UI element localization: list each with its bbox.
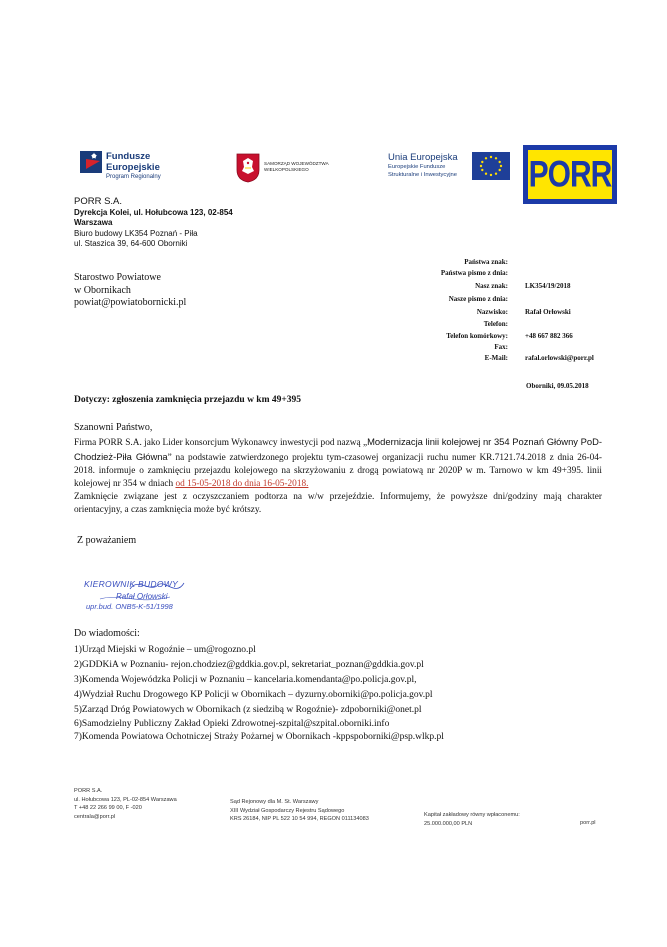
ref-label: Nasz znak: [475, 282, 508, 290]
ref-row [400, 308, 620, 318]
ref-row [400, 332, 620, 342]
body-p2: Zamknięcie związane jest z oczyszczaniem podtorza na w/w przejeździe. Informujemy, że powyższe dni/godziny mają charakter orientacyjny, a czas zamknięcia może być krótszy. [74, 492, 602, 515]
ref-label: Państwa pismo z dnia: [440, 269, 508, 277]
porr-logo-inner [528, 150, 612, 199]
stamp-line2: Rafał Orłowski [116, 592, 168, 601]
recipient-line1: Starostwo Powiatowe [74, 272, 161, 283]
ref-label: Telefon komórkowy: [446, 332, 508, 340]
footer-col-company [74, 787, 177, 821]
ref-value: +48 667 882 366 [525, 332, 573, 340]
ue-text [388, 152, 458, 179]
fe-line1: Fundusze [106, 151, 151, 162]
list-item: 7)Komenda Powiatowa Ochotniczej Straży Pożarnej w Obornikach -kppspoborniki@psp.wlkp.pl [74, 732, 444, 742]
letter-closing: Z poważaniem [77, 535, 137, 546]
samorzad-wojewodztwa-logo [236, 150, 356, 190]
ref-row [400, 295, 620, 305]
footer-address: ul. Hołubcowa 123, PL-02-854 Warszawa [74, 796, 177, 803]
sw-line2: WIELKOPOLSKIEGO [264, 166, 309, 172]
ue-line2: Europejskie Fundusze [388, 164, 446, 170]
ref-row [400, 354, 620, 364]
unia-europejska-logo [388, 150, 516, 190]
footer-website: porr.pl [580, 820, 596, 826]
recipient-email: powiat@powiatobornicki.pl [74, 297, 187, 308]
letter-subject: Dotyczy: zgłoszenia zamknięcia przejazdu w km 49+395 [74, 395, 302, 405]
list-item: 3)Komenda Wojewódzka Policji w Poznaniu – kancelaria.komendanta@po.policja.gov.pl, [74, 675, 417, 685]
ref-row [400, 269, 620, 279]
list-item: 4)Wydział Ruchu Drogowego KP Policji w Obornikach – dyzurny.oborniki@po.policja.gov.pl [74, 690, 433, 700]
footer-col-capital [424, 811, 520, 828]
signature-stamp [80, 575, 220, 625]
fe-text [106, 151, 161, 181]
eu-flag-icon [472, 152, 510, 180]
stamp-line1: KIEROWNIK BUDOWY [84, 579, 179, 589]
ref-label: Nasze pismo z dnia: [448, 295, 508, 303]
footer-phone: T +48 22 266 99 00, F -020 [74, 805, 142, 811]
list-item: 2)GDDKiA w Poznaniu- rejon.chodziez@gddkia.gov.pl, sekretariat_poznan@gddkia.gov.pl [74, 660, 424, 670]
ref-row [400, 320, 620, 330]
body-closure-dates: od 15-05-2018 do dnia 16-05-2018. [175, 479, 309, 489]
ref-label: Fax: [494, 343, 508, 351]
sender-address [74, 197, 233, 250]
ref-label: Państwa znak: [464, 258, 508, 266]
recipient-line2: w Obornikach [74, 284, 131, 296]
ue-line1: Unia Europejska [388, 152, 458, 163]
ref-label: Nazwisko: [476, 308, 508, 316]
fundusze-europejskie-logo [80, 147, 220, 187]
ref-row [400, 258, 620, 268]
fe-line3: Program Regionalny [106, 174, 161, 180]
list-item: 6)Samodzielny Publiczny Zakład Opieki Zdrowotnej-szpital@szpital.oborniki.info [74, 719, 390, 729]
porr-logo-text: PORR [528, 153, 612, 195]
letter-date: Oborniki, 09.05.2018 [526, 382, 589, 390]
ref-label: Telefon: [483, 320, 508, 328]
footer-capital-label: Kapitał zakładowy równy wpłaconemu: [424, 812, 520, 818]
body-p1-c: ” na podstawie zatwierdzonego projektu tym-czasowej organizacji ruchu numer KR.7121.74.2018 z dnia 26-04-2018. informuje o zamknięciu przejazdu kolejowego na skrzyżowaniu z drogą powiatową nr 2020P w m. Tarnowo w km 49+395. linii kolejowej nr 354 w dniach [74, 453, 602, 489]
ref-value: rafal.orlowski@porr.pl [525, 354, 594, 362]
sender-line3: Biuro budowy LK354 Poznań - Piła [74, 228, 198, 238]
list-item: 1)Urząd Miejski w Rogoźnie – um@rogozno.pl [74, 645, 256, 655]
recipient-address [74, 272, 186, 310]
sender-line1: Dyrekcja Kolei, ul. Hołubcowa 123, 02-854 [74, 207, 233, 217]
body-investment-name: Modernizacja linii kolejowej nr 354 Poznań Główny PoD- Chodzież-Piła Główna [74, 436, 602, 462]
footer-company: PORR S.A. [74, 788, 103, 794]
ref-row [400, 282, 620, 292]
signature-scribble-icon [80, 575, 220, 625]
list-item: 5)Zarząd Dróg Powiatowych w Obornikach (z siedzibą w Rogoźnie)- zdpoborniki@onet.pl [74, 705, 422, 715]
letter-body [74, 435, 602, 517]
footer-col-web [580, 819, 596, 828]
footer-email: centrala@porr.pl [74, 813, 116, 820]
body-p1-a: Firma PORR S.A. jako Lider konsorcjum Wykonawcy inwestycji pod nazwą „ [74, 438, 368, 448]
footer-col-court [230, 798, 369, 824]
sender-line4: ul. Staszica 39, 64-600 Oborniki [74, 239, 188, 249]
sender-company: PORR S.A. [74, 196, 123, 207]
footer-krs: KRS 26184, NIP PL 522 10 54 994, REGON 011134083 [230, 816, 369, 822]
porr-logo [523, 145, 617, 204]
cc-list [74, 643, 444, 744]
fe-line2: Europejskie [106, 162, 160, 173]
ref-value: Rafał Orłowski [525, 308, 571, 316]
sender-line2: Warszawa [74, 218, 113, 228]
footer-court: Sąd Rejonowy dla M. St. Warszawy [230, 799, 319, 805]
ref-label: E-Mail: [484, 354, 508, 362]
footer-capital-value: 25.000.000,00 PLN [424, 820, 473, 827]
sw-line1: SAMORZĄD WOJEWÓDZTWA [264, 161, 329, 166]
coat-of-arms-icon [236, 153, 260, 183]
letter-greeting: Szanowni Państwo, [74, 422, 153, 433]
ref-row [400, 343, 620, 353]
ref-value: LK354/19/2018 [525, 282, 571, 290]
sw-text [264, 161, 329, 172]
fe-flag-icon [80, 147, 102, 181]
footer-court-dept: XIII Wydział Gospodarczy Rejestru Sądowego [230, 807, 345, 814]
ue-line3: Strukturalne i Inwestycyjne [388, 171, 457, 178]
cc-header: Do wiadomości: [74, 628, 140, 639]
stamp-line3: upr.bud. ONB5-K-51/1998 [86, 602, 173, 611]
